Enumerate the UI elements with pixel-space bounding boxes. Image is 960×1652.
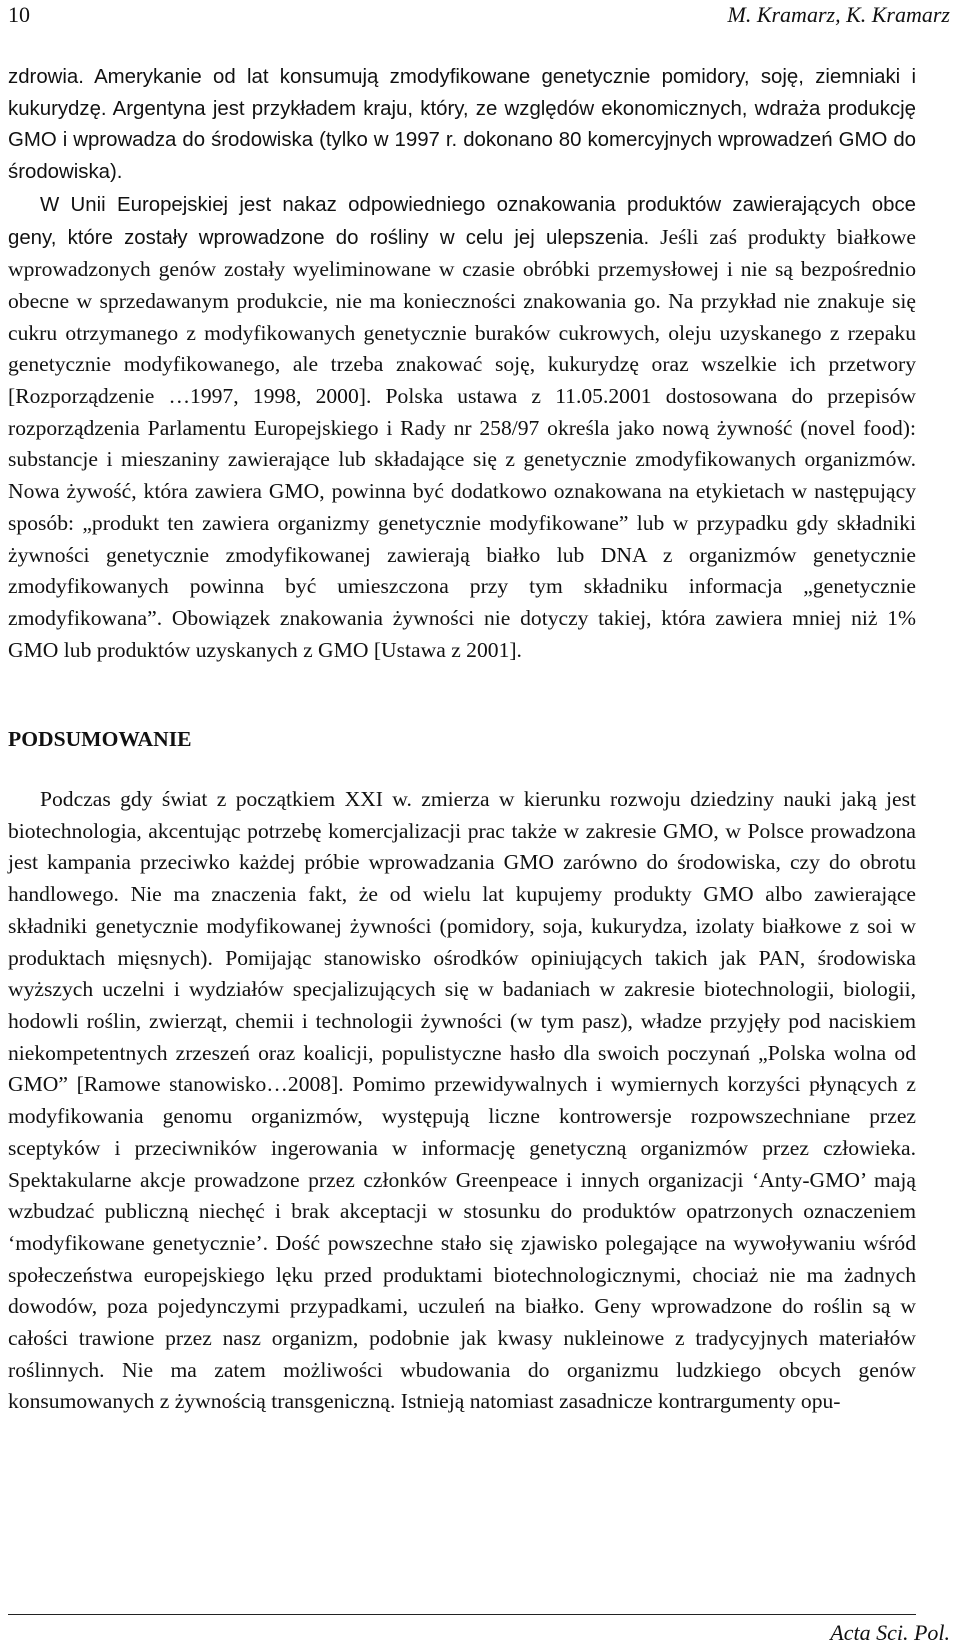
paragraph-summary: Podczas gdy świat z początkiem XXI w. zmierza w kierunku rozwoju dziedziny nauki jaką jest biotechnologia, akcentując potrzebę komercjalizacji prac także w zakresie GMO, w Polsce prowadzona jest kampania przeciwko każdej próbie wprowadzania GMO zarówno do środowiska, czy do obrotu handlowego. Nie ma znaczenia fakt, że od wielu lat kupujemy produkty GMO albo zawierające składniki genetycznie modyfikowanej żywności (pomidory, soja, kukurydza, izolaty białkowe z soi w produktach mięsnych). Pomijając stanowisko ośrodków opiniujących takich jak PAN, środowiska wyższych uczelni i wydziałów specjalizujących się w badaniach w zakresie biotechnologii, biologii, hodowli roślin, zwierząt, chemii i technologii żywności (w tym pasz), władze przyjęły pod naciskiem niekompetentnych zrzeszeń oraz koalicji, populistyczne hasło dla swoich poczynań „Polska wolna od GMO” [Ramowe stanowisko…2008]. Pomimo przewidywalnych i wymiernych korzyści płynących z modyfikowania genomu organizmów, występują liczne kontrowersje rozpowszechniane przez sceptyków i przeciwników ingerowania w informację genetyczną organizmów przez człowieka. Spektakularne akcje prowadzone przez członków Greenpeace i innych organizacji ‘Anty-GMO’ mają wzbudzać publiczną niechęć i brak akceptacji w stosunku do produktów opatrzonych oznaczeniem ‘modyfikowane genetycznie’. Dość powszechne stało się zjawisko polegające na wywoływaniu wśród społeczeństwa europejskiego lęku przed produktami biotechnologicznymi, chociaż nie ma żadnych dowodów, poza pojedynczymi przypadkami, uczuleń na białko. Geny wprowadzone do roślin są w całości trawione przez nasz organizm, podobnie jak kwasy nukleinowe z tradycyjnych materiałów roślinnych. Nie ma zatem możliwości wbudowania do organizmu ludzkiego obcych genów konsumowanych z żywnością transgeniczną. Istnieją natomiast zasadnicze kontrargumenty opu- (8, 787, 916, 1414)
running-footer-journal: Acta Sci. Pol. (830, 1620, 950, 1645)
footer-rule (8, 1614, 916, 1615)
paragraph-gmo-usa-argentina: zdrowia. Amerykanie od lat konsumują zmodyfikowane genetycznie pomidory, soję, ziemniaki i kukurydzę. Argentyna jest przykładem kraju, który, ze względów ekonomicznych, wdraża produkcję GMO i wprowadza do środowiska (tylko w 1997 r. dokonano 80 komercyjnych wprowadzeń GMO do środowiska). (8, 66, 916, 184)
running-header-authors: M. Kramarz, K. Kramarz (727, 2, 950, 27)
section-heading-summary: PODSUMOWANIE (8, 727, 192, 752)
article-body (8, 62, 916, 1418)
paragraph-eu-labeling-rest: Jeśli zaś produkty białkowe wprowadzonych genów zostały wyeliminowane w czasie obróbki przemysłowej i nie są bezpośrednio obecne w sprzedawanym produkcie, nie ma konieczności znakowania go. Na przykład nie znakuje się cukru otrzymanego z modyfikowanych genetycznie buraków cukrowych, oleju uzyskanego z rzepaku genetycznie modyfikowanego, ale trzeba znakować soję, kukurydzę oraz wszelkie ich przetwory [Rozporządzenie …1997, 1998, 2000]. Polska ustawa z 11.05.2001 dostosowana do przepisów rozporządzenia Parlamentu Europejskiego i Rady nr 258/97 określa jako nową żywność (novel food): substancje i mieszaniny zawierające lub składające się z genetycznie zmodyfikowanych organizmów. Nowa żywość, która zawiera GMO, powinna być dodatkowo oznakowana na etykietach w następujący sposób: „produkt ten zawiera organizmy genetycznie modyfikowane” lub w przypadku gdy składniki żywności genetycznie zmodyfikowanej zawierają białko lub DNA z organizmów genetycznie zmodyfikowanych powinna być umieszczona przy tym składniku informacja „genetycznie zmodyfikowana”. Obowiązek znakowania żywności nie dotyczy takiej, która zawiera mniej niż 1% GMO lub produktów uzyskanych z GMO [Ustawa z 2001]. (8, 224, 916, 662)
page-number: 10 (8, 2, 30, 27)
paragraph-eu-labeling (8, 189, 916, 667)
paragraph-eu-labeling-lead: W Unii Europejskiej jest nakaz odpowiedniego oznakowania produktów zawierających obce geny, które zostały wprowadzone do rośliny w celu jej ulepszenia. (8, 193, 916, 249)
